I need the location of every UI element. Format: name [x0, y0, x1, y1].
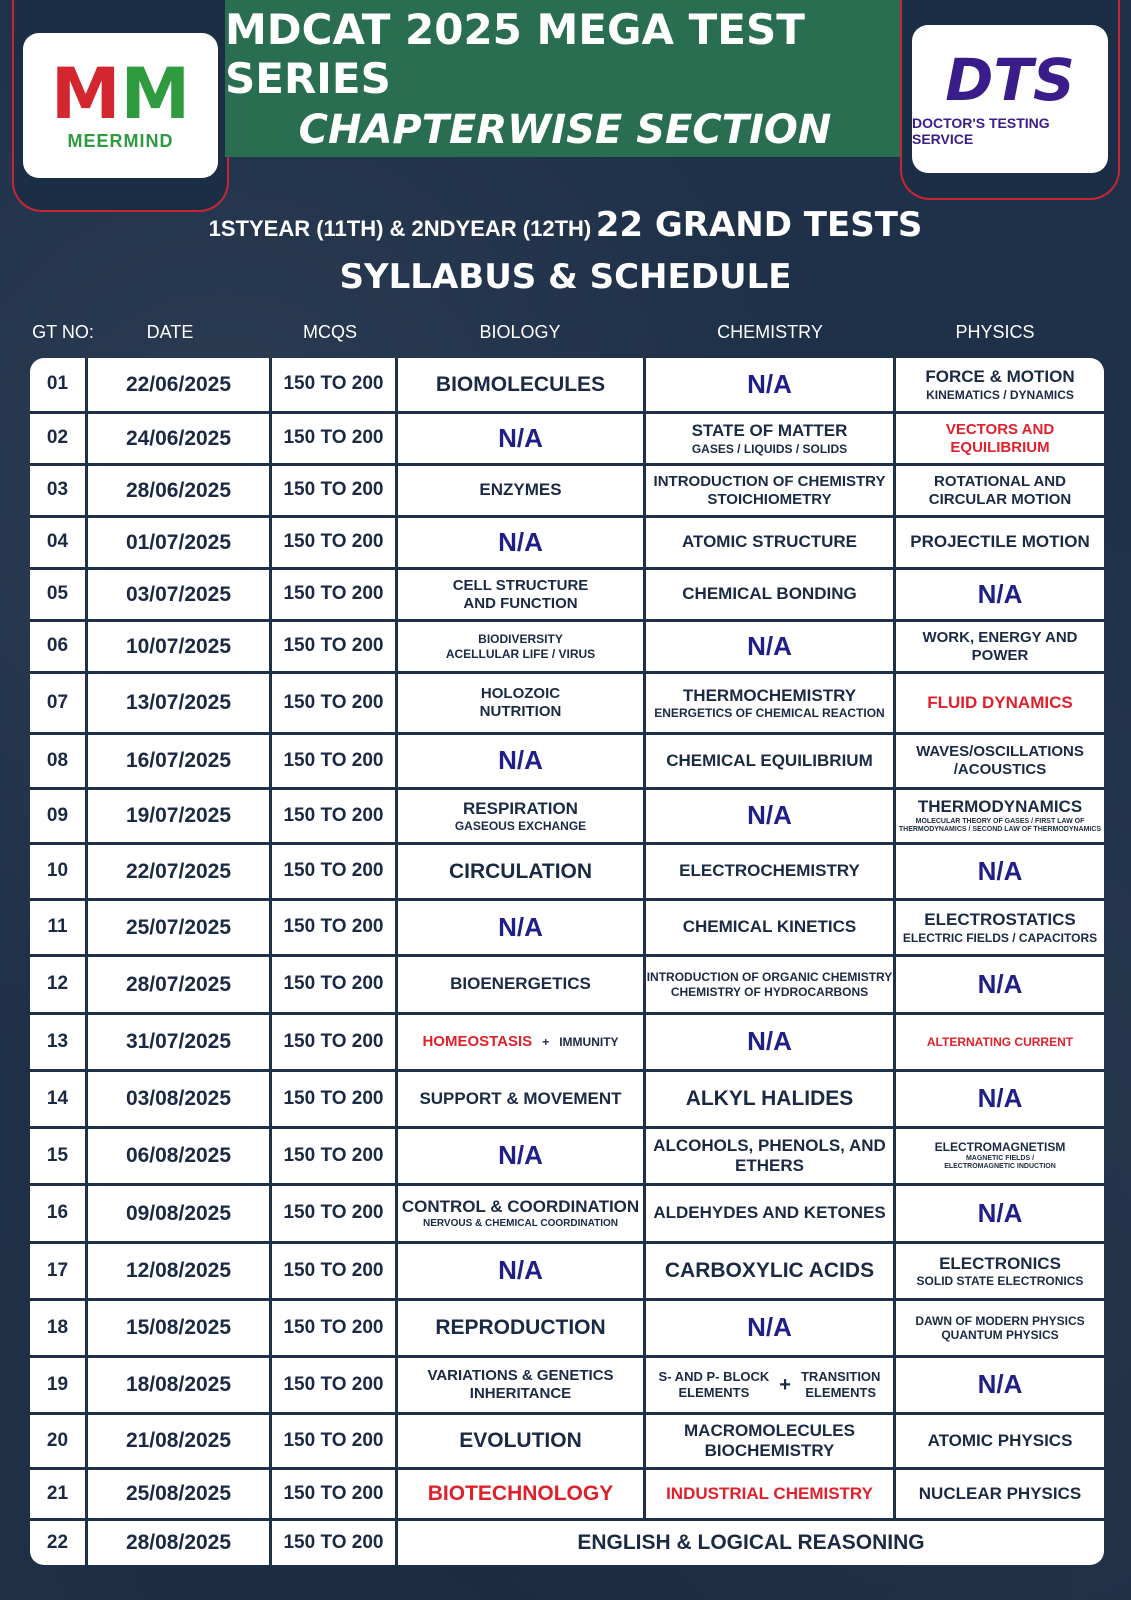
biology-cell	[398, 735, 646, 787]
chemistry-cell	[646, 1072, 896, 1126]
gt-number: 06	[30, 622, 88, 671]
gt-number: 14	[30, 1072, 88, 1126]
physics-cell	[896, 1415, 1104, 1467]
physics-topic: ELECTROMAGNETISM	[934, 1140, 1066, 1155]
biology-cell	[398, 1358, 646, 1412]
biology-topic: CONTROL & COORDINATION	[401, 1197, 640, 1217]
chemistry-subtopic: CHEMISTRY OF HYDROCARBONS	[670, 984, 869, 999]
biology-cell	[398, 622, 646, 671]
chemistry-cell	[646, 466, 896, 515]
mcq-count: 150 TO 200	[272, 1358, 398, 1412]
physics-topic: DAWN OF MODERN PHYSICS	[915, 1313, 1085, 1328]
chemistry-topic: MACROMOLECULES	[684, 1420, 855, 1440]
physics-topic: NUCLEAR PHYSICS	[918, 1483, 1082, 1503]
biology-topic: REPRODUCTION	[435, 1316, 606, 1340]
physics-cell	[896, 1129, 1104, 1183]
chemistry-cell	[646, 1470, 896, 1518]
biology-topic: RESPIRATION	[463, 798, 578, 818]
chemistry-topic: INTRODUCTION OF ORGANIC CHEMISTRY	[646, 970, 893, 985]
biology-cell	[398, 1415, 646, 1467]
chemistry-cell	[646, 1244, 896, 1298]
biology-topic: ENZYMES	[479, 480, 562, 500]
test-date: 28/07/2025	[88, 957, 272, 1012]
biology-subtopic: AND FUNCTION	[463, 594, 578, 612]
physics-topic: WAVES/OSCILLATIONS	[916, 743, 1084, 760]
biology-cell	[398, 957, 646, 1012]
test-date: 18/08/2025	[88, 1358, 272, 1412]
physics-cell	[896, 1244, 1104, 1298]
chemistry-topic: INDUSTRIAL CHEMISTRY	[666, 1483, 873, 1503]
biology-topic: BIODIVERSITY	[478, 632, 563, 647]
biology-cell	[398, 570, 646, 619]
biology-cell	[398, 845, 646, 898]
transition-label: TRANSITION	[800, 1369, 881, 1385]
physics-topic: N/A	[977, 968, 1023, 999]
physics-cell	[896, 466, 1104, 515]
chemistry-topic: ALCOHOLS, PHENOLS, AND	[653, 1135, 886, 1155]
gt-number: 13	[30, 1015, 88, 1069]
header-gt: GT NO:	[32, 322, 94, 342]
table-row	[30, 1244, 1104, 1301]
title-line-2: CHAPTERWISE SECTION	[298, 106, 832, 153]
biology-cell	[398, 414, 646, 463]
gt-number: 11	[30, 901, 88, 954]
chemistry-subtopic: ETHERS	[735, 1156, 804, 1175]
chemistry-right-topic	[801, 1369, 880, 1400]
physics-topic: N/A	[977, 1369, 1023, 1400]
physics-cell	[896, 622, 1104, 671]
biology-topic: N/A	[498, 526, 543, 557]
gt-number: 16	[30, 1186, 88, 1241]
physics-subtopic: QUANTUM PHYSICS	[941, 1328, 1059, 1342]
mcq-count: 150 TO 200	[272, 674, 398, 732]
test-date: 28/06/2025	[88, 466, 272, 515]
chemistry-cell	[646, 1415, 896, 1467]
test-date: 28/08/2025	[88, 1521, 272, 1565]
biology-topic: N/A	[498, 745, 543, 776]
physics-cell	[896, 1301, 1104, 1355]
test-date: 22/06/2025	[88, 358, 272, 411]
s-p-block-elements: ELEMENTS	[678, 1385, 750, 1400]
header-chemistry: CHEMISTRY	[717, 322, 823, 342]
table-row	[30, 790, 1104, 845]
test-date: 16/07/2025	[88, 735, 272, 787]
subtitle-grand-tests: 22 GRAND TESTS	[595, 205, 923, 245]
biology-topic: BIOMOLECULES	[435, 372, 606, 396]
mcq-count: 150 TO 200	[272, 1015, 398, 1069]
physics-topic: ELECTRONICS	[939, 1253, 1061, 1273]
biology-subtopic: INHERITANCE	[469, 1385, 572, 1402]
physics-topic: N/A	[977, 578, 1023, 609]
biology-cell	[398, 1072, 646, 1126]
mcq-count: 150 TO 200	[272, 518, 398, 567]
chemistry-cell	[646, 790, 896, 842]
biology-cell	[398, 358, 646, 411]
chemistry-topic: INTRODUCTION OF CHEMISTRY	[653, 472, 886, 490]
gt-number: 09	[30, 790, 88, 842]
biology-topic: HOMEOSTASIS	[422, 1033, 533, 1050]
test-date: 03/07/2025	[88, 570, 272, 619]
test-date: 31/07/2025	[88, 1015, 272, 1069]
gt-number: 15	[30, 1129, 88, 1183]
biology-cell	[398, 1015, 646, 1069]
physics-topic: ATOMIC PHYSICS	[927, 1430, 1073, 1450]
table-row	[30, 358, 1104, 414]
biology-combo	[422, 1033, 618, 1051]
test-date: 10/07/2025	[88, 622, 272, 671]
biology-cell	[398, 1470, 646, 1518]
biology-topic: BIOENERGETICS	[450, 974, 591, 994]
gt-number: 21	[30, 1470, 88, 1518]
biology-topic: SUPPORT & MOVEMENT	[419, 1088, 622, 1108]
gt-number: 05	[30, 570, 88, 619]
test-date: 09/08/2025	[88, 1186, 272, 1241]
dts-logo-name: DOCTOR'S TESTING SERVICE	[912, 115, 1050, 147]
gt-number: 03	[30, 466, 88, 515]
chemistry-cell	[646, 674, 896, 732]
physics-topic: ALTERNATING CURRENT	[926, 1034, 1074, 1049]
biology-cell	[398, 1129, 646, 1183]
physics-cell	[896, 414, 1104, 463]
gt-number: 07	[30, 674, 88, 732]
biology-cell	[398, 1244, 646, 1298]
gt-number: 08	[30, 735, 88, 787]
chemistry-topic: CHEMICAL KINETICS	[682, 917, 857, 937]
table-row	[30, 1301, 1104, 1358]
mcq-count: 150 TO 200	[272, 901, 398, 954]
table-row	[30, 845, 1104, 901]
test-date: 06/08/2025	[88, 1129, 272, 1183]
mcq-count: 150 TO 200	[272, 1186, 398, 1241]
test-date: 12/08/2025	[88, 1244, 272, 1298]
chemistry-cell	[646, 358, 896, 411]
chemistry-topic: ELECTROCHEMISTRY	[679, 861, 860, 881]
chemistry-topic: N/A	[747, 368, 792, 399]
biology-subtopic: ACELLULAR LIFE / VIRUS	[445, 646, 596, 661]
title-banner	[225, 0, 905, 157]
s-p-block-label: S- AND P- BLOCK	[658, 1369, 770, 1385]
physics-cell	[896, 358, 1104, 411]
test-date: 15/08/2025	[88, 1301, 272, 1355]
meermind-logo-name: MEERMIND	[67, 130, 174, 151]
dts-logo-frame	[900, 0, 1120, 200]
table-row	[30, 674, 1104, 735]
title-line-1: MDCAT 2025 MEGA TEST SERIES	[225, 4, 805, 103]
chemistry-topic: N/A	[747, 630, 792, 661]
plus-sign: +	[542, 1034, 550, 1049]
chemistry-subtopic: BIOCHEMISTRY	[704, 1441, 835, 1460]
physics-topic: N/A	[977, 855, 1023, 886]
chemistry-cell	[646, 845, 896, 898]
chemistry-topic: CHEMICAL EQUILIBRIUM	[666, 750, 873, 770]
chemistry-cell	[646, 1186, 896, 1241]
mcq-count: 150 TO 200	[272, 414, 398, 463]
physics-subtopic-2: ELECTROMAGNETIC INDUCTION	[944, 1163, 1056, 1171]
biology-topic: N/A	[498, 911, 543, 942]
table-row	[30, 1129, 1104, 1186]
chemistry-topic: N/A	[747, 800, 792, 831]
biology-cell	[398, 674, 646, 732]
chemistry-cell	[646, 901, 896, 954]
chemistry-cell	[646, 1129, 896, 1183]
physics-cell	[896, 1015, 1104, 1069]
chemistry-topic: N/A	[747, 1026, 792, 1057]
table-row	[30, 957, 1104, 1015]
chemistry-cell	[646, 570, 896, 619]
physics-cell	[896, 570, 1104, 619]
mcq-count: 150 TO 200	[272, 1072, 398, 1126]
test-date: 25/07/2025	[88, 901, 272, 954]
meermind-logo	[23, 33, 218, 178]
english-logical-cell: ENGLISH & LOGICAL REASONING	[577, 1531, 925, 1555]
table-row	[30, 901, 1104, 957]
syllabus-heading: SYLLABUS & SCHEDULE	[339, 257, 792, 297]
physics-subtopic: ELECTRIC FIELDS / CAPACITORS	[902, 930, 1098, 945]
gt-number: 04	[30, 518, 88, 567]
mcq-count: 150 TO 200	[272, 957, 398, 1012]
header-mcqs: MCQS	[303, 322, 357, 342]
physics-cell	[896, 1186, 1104, 1241]
table-row	[30, 1072, 1104, 1129]
mcq-count: 150 TO 200	[272, 358, 398, 411]
mcq-count: 150 TO 200	[272, 1244, 398, 1298]
physics-subtopic: SOLID STATE ELECTRONICS	[916, 1274, 1084, 1288]
physics-subtopic: MAGNETIC FIELDS /	[965, 1154, 1035, 1162]
mcq-count: 150 TO 200	[272, 1129, 398, 1183]
test-date: 25/08/2025	[88, 1470, 272, 1518]
table-row	[30, 466, 1104, 518]
physics-topic: FLUID DYNAMICS	[927, 692, 1073, 712]
biology-subtopic: NERVOUS & CHEMICAL COORDINATION	[422, 1217, 618, 1229]
physics-topic: N/A	[977, 1197, 1023, 1228]
biology-topic: N/A	[498, 422, 543, 453]
test-date: 19/07/2025	[88, 790, 272, 842]
chemistry-cell	[646, 1301, 896, 1355]
schedule-table	[30, 358, 1104, 1565]
transition-elements: ELEMENTS	[805, 1385, 877, 1400]
table-row	[30, 414, 1104, 466]
meermind-logo-frame	[12, 0, 229, 212]
biology-topic: VARIATIONS & GENETICS	[427, 1367, 614, 1384]
mcq-count: 150 TO 200	[272, 466, 398, 515]
table-row	[30, 1358, 1104, 1415]
physics-subtopic: KINEMATICS / DYNAMICS	[926, 387, 1074, 402]
table-row	[30, 1186, 1104, 1244]
biology-subtopic: IMMUNITY	[559, 1034, 619, 1049]
physics-subtopic: /ACOUSTICS	[953, 761, 1047, 778]
mcq-count: 150 TO 200	[272, 570, 398, 619]
biology-topic: CIRCULATION	[448, 859, 593, 883]
gt-number: 12	[30, 957, 88, 1012]
meermind-logo-mark: MM	[50, 52, 191, 135]
chemistry-cell	[646, 735, 896, 787]
subtitle	[0, 205, 1131, 245]
gt-number: 18	[30, 1301, 88, 1355]
test-date: 01/07/2025	[88, 518, 272, 567]
dts-logo-mark: DTS	[945, 46, 1075, 114]
table-row	[30, 1521, 1104, 1565]
chemistry-topic: N/A	[747, 1312, 792, 1343]
test-date: 22/07/2025	[88, 845, 272, 898]
gt-number: 19	[30, 1358, 88, 1412]
plus-sign: +	[779, 1374, 791, 1396]
biology-topic: N/A	[498, 1140, 543, 1171]
mcq-count: 150 TO 200	[272, 735, 398, 787]
chemistry-topic: ALDEHYDES AND KETONES	[653, 1203, 886, 1223]
table-row	[30, 1015, 1104, 1072]
table-row	[30, 518, 1104, 570]
test-date: 03/08/2025	[88, 1072, 272, 1126]
physics-cell	[896, 1470, 1104, 1518]
biology-topic: N/A	[498, 1255, 543, 1286]
chemistry-topic: ALKYL HALIDES	[685, 1087, 854, 1111]
biology-topic: HOLOZOIC	[480, 685, 561, 702]
chemistry-cell	[646, 414, 896, 463]
subtitle-years: 1STYEAR (11TH) & 2NDYEAR (12TH)	[208, 216, 592, 241]
physics-topic: ELECTROSTATICS	[924, 910, 1076, 930]
mcq-count: 150 TO 200	[272, 1415, 398, 1467]
table-row	[30, 735, 1104, 790]
physics-subtopic-2: THERMODYNAMICS / SECOND LAW OF THERMODYNAMICS	[898, 826, 1102, 834]
biology-cell	[398, 1186, 646, 1241]
chemistry-topic: ATOMIC STRUCTURE	[681, 532, 858, 552]
physics-cell	[896, 901, 1104, 954]
physics-cell	[896, 790, 1104, 842]
physics-topic: VECTORS AND	[945, 420, 1055, 438]
physics-cell	[896, 845, 1104, 898]
header-physics: PHYSICS	[955, 322, 1035, 342]
physics-cell	[896, 1358, 1104, 1412]
table-row	[30, 622, 1104, 674]
physics-cell	[896, 674, 1104, 732]
physics-topic: N/A	[977, 1083, 1023, 1114]
chemistry-topic: THERMOCHEMISTRY	[682, 685, 857, 705]
biology-cell	[398, 790, 646, 842]
header-date: DATE	[146, 322, 194, 342]
chemistry-cell	[646, 622, 896, 671]
biology-cell	[398, 518, 646, 567]
dts-logo	[912, 25, 1108, 173]
biology-topic: CELL STRUCTURE	[452, 576, 589, 594]
chemistry-subtopic: ENERGETICS OF CHEMICAL REACTION	[654, 706, 885, 720]
biology-cell	[398, 466, 646, 515]
biology-subtopic: GASEOUS EXCHANGE	[454, 819, 587, 833]
chemistry-subtopic: GASES / LIQUIDS / SOLIDS	[691, 441, 848, 456]
mcq-count: 150 TO 200	[272, 1301, 398, 1355]
chemistry-topic: CHEMICAL BONDING	[682, 584, 857, 604]
test-date: 24/06/2025	[88, 414, 272, 463]
table-row	[30, 570, 1104, 622]
physics-cell	[896, 518, 1104, 567]
physics-topic: FORCE & MOTION	[925, 367, 1075, 387]
gt-number: 10	[30, 845, 88, 898]
gt-number: 22	[30, 1521, 88, 1565]
biology-cell	[398, 901, 646, 954]
test-date: 21/08/2025	[88, 1415, 272, 1467]
physics-subtopic: EQUILIBRIUM	[950, 438, 1050, 456]
physics-topic: PROJECTILE MOTION	[910, 532, 1090, 552]
gt-number: 01	[30, 358, 88, 411]
biology-topic: BIOTECHNOLOGY	[427, 1482, 614, 1506]
mcq-count: 150 TO 200	[272, 622, 398, 671]
physics-cell	[896, 957, 1104, 1012]
gt-number: 17	[30, 1244, 88, 1298]
chemistry-topic: STATE OF MATTER	[691, 421, 848, 441]
chemistry-cell	[646, 957, 896, 1012]
chemistry-subtopic: STOICHIOMETRY	[707, 490, 832, 508]
physics-cell	[896, 1072, 1104, 1126]
mcq-count: 150 TO 200	[272, 790, 398, 842]
physics-cell	[896, 735, 1104, 787]
table-row	[30, 1415, 1104, 1470]
physics-subtopic: MOLECULAR THEORY OF GASES / FIRST LAW OF	[915, 817, 1085, 825]
chemistry-cell	[646, 1015, 896, 1069]
chemistry-topic: CARBOXYLIC ACIDS	[664, 1259, 875, 1283]
gt-number: 02	[30, 414, 88, 463]
mcq-count: 150 TO 200	[272, 1470, 398, 1518]
biology-cell	[398, 1301, 646, 1355]
physics-subtopic: POWER	[971, 646, 1029, 664]
header-biology: BIOLOGY	[479, 322, 561, 342]
chemistry-left-topic	[659, 1369, 770, 1400]
chemistry-cell	[646, 1358, 896, 1412]
test-date: 13/07/2025	[88, 674, 272, 732]
chemistry-combo	[659, 1369, 881, 1400]
physics-subtopic: CIRCULAR MOTION	[928, 490, 1072, 508]
column-headers	[0, 322, 1131, 344]
physics-topic: ROTATIONAL AND	[934, 472, 1066, 490]
mcq-count: 150 TO 200	[272, 1521, 398, 1565]
table-row	[30, 1470, 1104, 1521]
biology-topic: EVOLUTION	[459, 1429, 582, 1453]
chemistry-cell	[646, 518, 896, 567]
physics-topic: THERMODYNAMICS	[917, 797, 1083, 817]
biology-subtopic: NUTRITION	[479, 703, 562, 720]
physics-topic: WORK, ENERGY AND	[922, 628, 1078, 646]
mcq-count: 150 TO 200	[272, 845, 398, 898]
gt-number: 20	[30, 1415, 88, 1467]
